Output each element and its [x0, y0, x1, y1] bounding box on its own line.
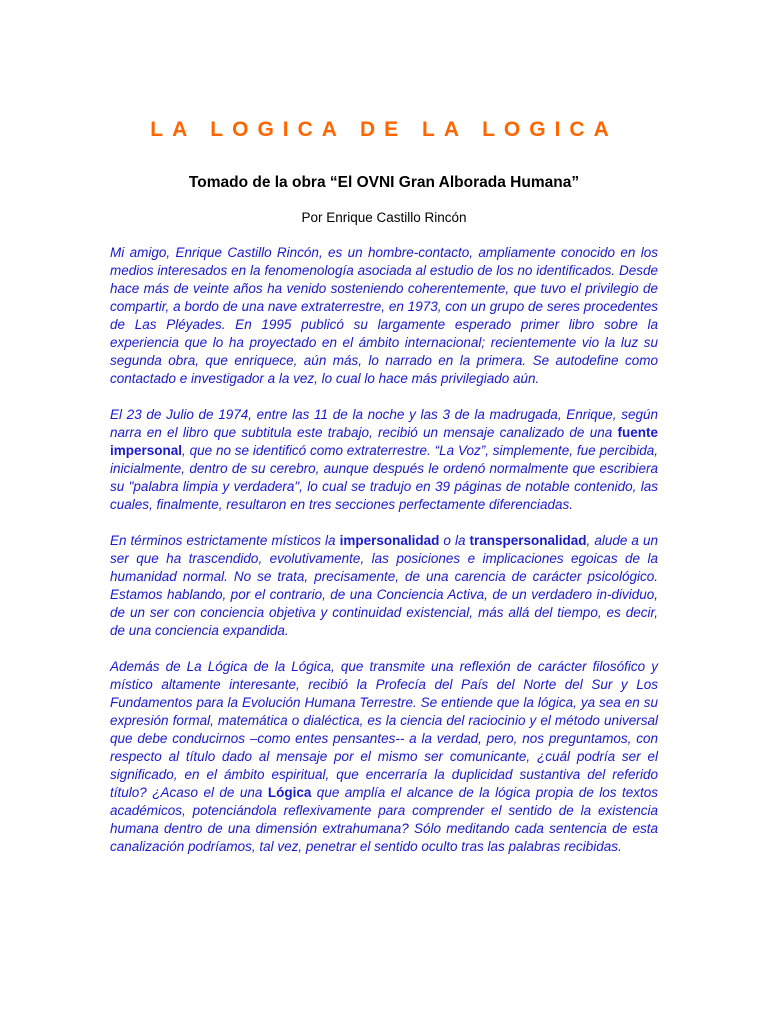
paragraph-2	[110, 406, 658, 514]
paragraph-3-text-c: o la	[439, 533, 470, 548]
paragraph-4-text-a: Además de La Lógica de la Lógica, que transmite una reflexión de carácter filosófico y místico altamente interesante, recibió la Profecía del País del Norte del Sur y Los Fundamentos para la Evolución Humana Terrestre. Se entiende que la lógica, ya sea en su expresión formal, matemática o dialéctica, es la ciencia del raciocinio y el método universal que debe conducirnos –como entes pensantes-- a la verdad, pero, nos preguntamos, con respecto al título dado al mensaje por el mismo ser comunicante, ¿cuál podría ser el significado, en el ámbito espiritual, que encerraría la duplicidad sustantiva del referido título? ¿Acaso el de una	[110, 659, 658, 800]
paragraph-2-text-a: El 23 de Julio de 1974, entre las 11 de la noche y las 3 de la madrugada, Enrique, según narra en el libro que subtitula este trabajo, recibió un mensaje canalizado de una	[110, 407, 658, 440]
document-subtitle: Tomado de la obra “El OVNI Gran Alborada Humana”	[188, 174, 580, 191]
paragraph-3-text-e: , alude a un ser que ha trascendido, evolutivamente, las posiciones e implicaciones egoicas de la humanidad normal. No se trata, precisamente, de una carencia de carácter psicológico. Estamos hablando, por el contrario, de una Conciencia Activa, de un verdadero in-dividuo, de un ser con conciencia objetiva y continuidad existencial, más allá del tiempo, es decir, de una conciencia expandida.	[110, 533, 658, 638]
paragraph-3-emphasis-1: impersonalidad	[339, 533, 440, 548]
paragraph-3-text-a: En términos estrictamente místicos la	[110, 533, 340, 548]
paragraph-4-text-c: que amplía el alcance de la lógica propia de los textos académicos, potenciándola reflexivamente para comprender el sentido de la existencia humana dentro de una dimensión extrahumana? Sólo meditando cada sentencia de esta canalización podríamos, tal vez, penetrar el sentido oculto tras las palabras recibidas.	[110, 785, 658, 854]
paragraph-4	[110, 658, 658, 856]
paragraph-2-emphasis: fuente impersonal	[110, 425, 658, 458]
paragraph-2-text-c: , que no se identificó como extraterrestre. “La Voz”, simplemente, fue percibida, inicialmente, dentro de su cerebro, aunque después le ordenó normalmente que escribiera su "palabra limpia y verdadera", lo cual se tradujo en 39 páginas de notable contenido, las cuales, finalmente, resultaron en tres secciones perfectamente diferenciadas.	[110, 443, 658, 512]
document-body	[110, 244, 658, 874]
paragraph-1	[110, 244, 658, 388]
paragraph-3-emphasis-2: transpersonalidad	[469, 533, 587, 548]
document-author: Por Enrique Castillo Rincón	[301, 210, 467, 225]
paragraph-3	[110, 532, 658, 640]
paragraph-4-emphasis: Lógica	[267, 785, 312, 800]
paragraph-1-text: Mi amigo, Enrique Castillo Rincón, es un hombre-contacto, ampliamente conocido en los medios interesados en la fenomenología asociada al estudio de los no identificados. Desde hace más de veinte años ha venido sosteniendo coherentemente, que tuvo el privilegio de compartir, a bordo de una nave extraterrestre, en 1973, con un grupo de seres procedentes de Las Pléyades. En 1995 publicó su largamente esperado primer libro sobre la experiencia que lo ha proyectado en el ámbito internacional; recientemente vio la luz su segunda obra, que enriquece, aún más, lo narrado en la primera. Se autodefine como contactado e investigador a la vez, lo cual lo hace más privilegiado aún.	[110, 245, 658, 386]
document-title: LA LOGICA DE LA LOGICA	[150, 118, 618, 141]
